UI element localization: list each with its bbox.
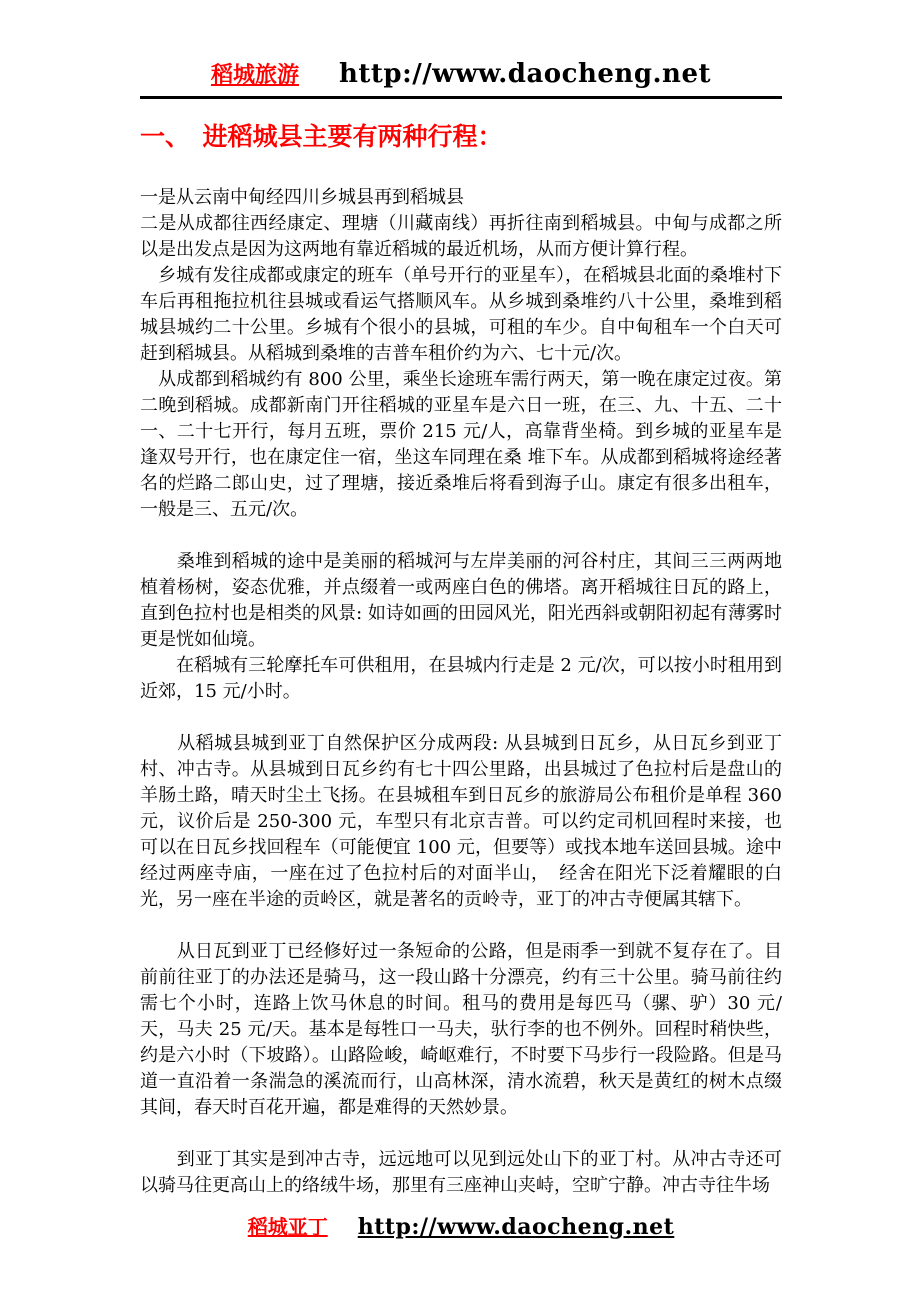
header-site-link[interactable]: 稻城旅游 [210, 62, 299, 88]
paragraph-xiangcheng-bus: 乡城有发往成都或康定的班车（单号开行的亚星车），在稻城县北面的桑堆村下车后再租拖拉机往县城或看运气搭顺风车。从乡城到桑堆约八十公里，桑堆到稻城县城约二十公里。乡城有个很小的县城，可租的车少。自中甸租车一个白天可赶到稻城县。从稻城到桑堆的吉普车租价约为六、七十元/次。 [140, 265, 782, 364]
page-header [140, 58, 782, 96]
paragraph-horse-riding: 从日瓦到亚丁已经修好过一条短命的公路，但是雨季一到就不复存在了。目前前往亚丁的办法还是骑马，这一段山路十分漂亮，约有三十公里。骑马前往约需七个小时，连路上饮马休息的时间。租马的费用是每匹马（骡、驴）30 元/天，马夫 25 元/天。基本是每牲口一马夫，驮行李的也不例外。回程时稍快些，约是六小时（下坡路）。山路险峻，崎岖难行，不时要下马步行一段险路。但是马道一直沿着一条湍急的溪流而行，山高林深，清水流碧，秋天是黄红的树木点缀其间，春天时百花开遍，都是难得的天然妙景。 [140, 941, 782, 1118]
paragraph-sandui-scenery: 桑堆到稻城的途中是美丽的稻城河与左岸美丽的河谷村庄，其间三三两两地植着杨树，姿态优雅，并点缀着一或两座白色的佛塔。离开稻城往日瓦的路上，直到色拉村也是相类的风景: 如诗如画的田园风光，阳光西斜或朝阳初起有薄雾时更是恍如仙境。 [140, 551, 782, 650]
paragraph-motor-tricycle: 在稻城有三轮摩托车可供租用，在县城内行走是 2 元/次，可以按小时租用到近郊，15 元/小时。 [140, 655, 782, 702]
footer-url-link[interactable]: http://www.daocheng.net [357, 1214, 675, 1240]
document-body [140, 185, 782, 1199]
header-divider [140, 96, 782, 99]
paragraph-route-2: 二是从成都往西经康定、理塘（川藏南线）再折往南到稻城县。中甸与成都之所以是出发点是因为这两地有靠近稻城的最近机场，从而方便计算行程。 [140, 213, 782, 260]
page-footer [140, 1211, 782, 1240]
header-url-link[interactable]: http://www.daocheng.net [339, 59, 712, 89]
footer-site-link[interactable]: 稻城亚丁 [247, 1215, 328, 1239]
section-title: 一、 进稻城县主要有两种行程： [140, 122, 503, 151]
paragraph-chonggu-temple: 到亚丁其实是到冲古寺，远远地可以见到远处山下的亚丁村。从冲古寺还可以骑马往更高山上的络绒牛场，那里有三座神山夹峙，空旷宁静。冲古寺往牛场 [140, 1149, 782, 1196]
paragraph-route-1: 一是从云南中甸经四川乡城县再到稻城县 [140, 187, 464, 208]
paragraph-yading-reserve: 从稻城县城到亚丁自然保护区分成两段: 从县城到日瓦乡，从日瓦乡到亚丁村、冲古寺。从县城到日瓦乡约有七十四公里路，出县城过了色拉村后是盘山的羊肠土路，晴天时尘土飞扬。在县城租车到日瓦乡的旅游局公布租价是单程 360 元，议价后是 250-300 元，车型只有北京吉普。可以约定司机回程时来接，也可以在日瓦乡找回程车（可能便宜 100 元，但要等）或找本地车送回县城。途中经过两座寺庙，一座在过了色拉村后的对面半山， 经舍在阳光下泛着耀眼的白光，另一座在半途的贡岭区，就是著名的贡岭寺，亚丁的冲古寺便属其辖下。 [140, 733, 782, 910]
paragraph-chengdu-bus: 从成都到稻城约有 800 公里，乘坐长途班车需行两天，第一晚在康定过夜。第二晚到稻城。成都新南门开往稻城的亚星车是六日一班，在三、九、十五、二十一、二十七开行，每月五班，票价 215 元/人，高靠背坐椅。到乡城的亚星车是逢双号开行，也在康定住一宿，坐这车同理在桑 堆下车。从成都到稻城将途经著名的烂路二郎山史，过了理塘，接近桑堆后将看到海子山。康定有很多出租车，一般是三、五元/次。 [140, 369, 782, 520]
